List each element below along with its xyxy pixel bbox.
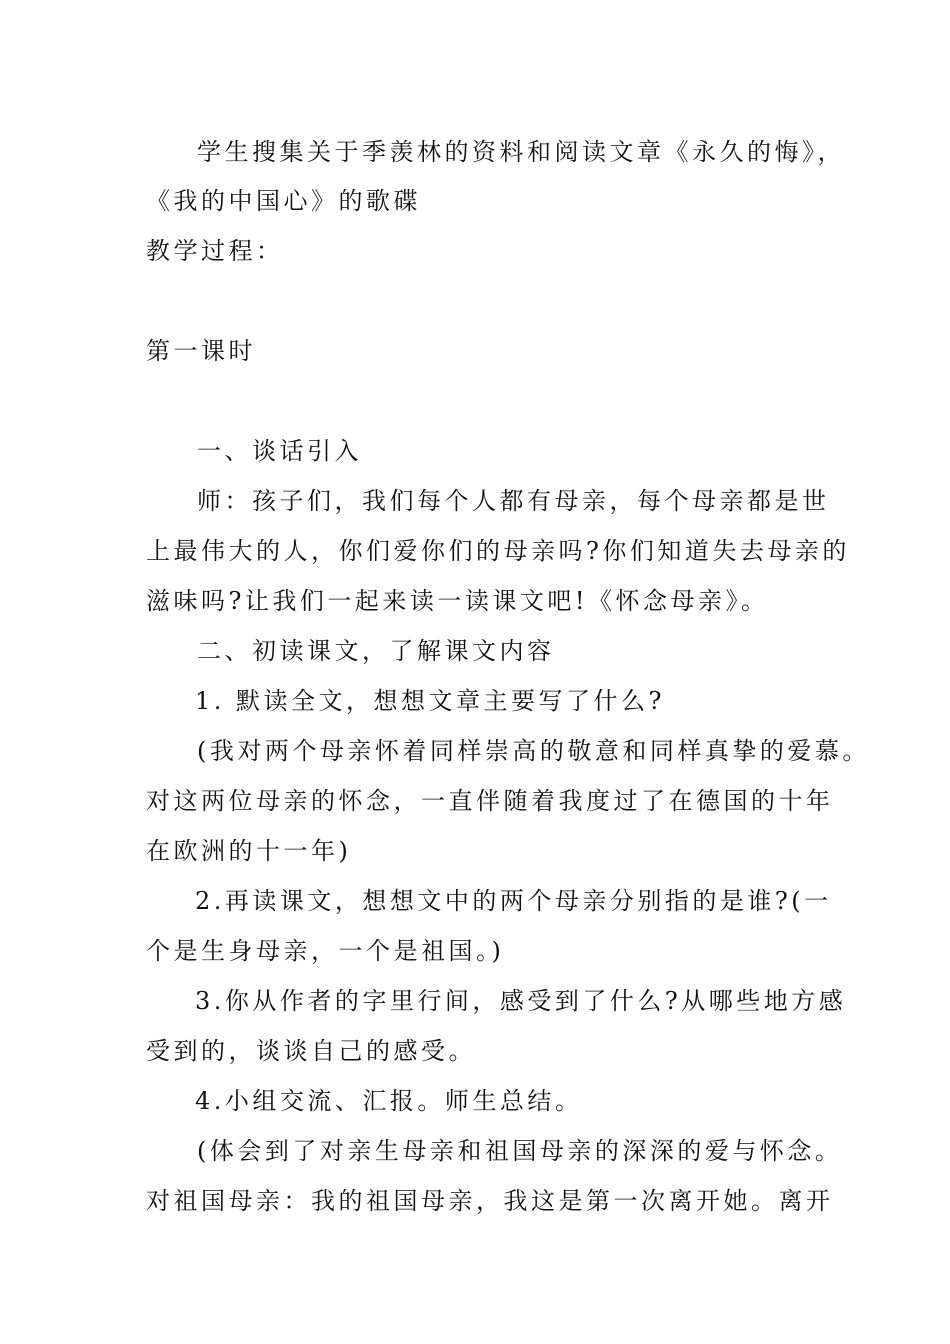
heading-first-lesson: 第一课时 <box>146 337 256 365</box>
list-item-3-line-2: 受到的，谈谈自己的感受。 <box>146 1037 476 1065</box>
paragraph-teacher-line-3: 滋味吗?让我们一起来读一读课文吧!《怀念母亲》。 <box>146 587 769 615</box>
section-heading-introduction: 一、谈话引入 <box>197 437 362 465</box>
answer-1-line-3: 在欧洲的十一年) <box>146 837 352 865</box>
section-heading-first-reading: 二、初读课文，了解课文内容 <box>197 637 555 665</box>
answer-4-line-2: 对祖国母亲：我的祖国母亲，我这是第一次离开她。离开 <box>146 1187 834 1215</box>
list-item-3-line-1: 3.你从作者的字里行间，感受到了什么?从哪些地方感 <box>195 987 847 1015</box>
list-item-1: 1. 默读全文，想想文章主要写了什么? <box>195 687 665 715</box>
list-item-2-line-2: 个是生身母亲，一个是祖国。) <box>146 937 505 965</box>
answer-1-line-1: (我对两个母亲怀着同样崇高的敬意和同样真挚的爱慕。 <box>197 737 870 765</box>
paragraph-preparation-line-1: 学生搜集关于季羡林的资料和阅读文章《永久的悔》， <box>197 138 845 166</box>
list-item-4: 4.小组交流、汇报。师生总结。 <box>195 1087 583 1115</box>
heading-teaching-process: 教学过程： <box>146 237 284 265</box>
paragraph-preparation-line-2: 《我的中国心》的歌碟 <box>146 187 421 215</box>
list-item-2-line-1: 2.再读课文，想想文中的两个母亲分别指的是谁?(一 <box>195 887 832 915</box>
answer-1-line-2: 对这两位母亲的怀念，一直伴随着我度过了在德国的十年 <box>146 787 834 815</box>
paragraph-teacher-line-1: 师：孩子们，我们每个人都有母亲，每个母亲都是世 <box>197 487 830 515</box>
paragraph-teacher-line-2: 上最伟大的人，你们爱你们的母亲吗?你们知道失去母亲的 <box>146 537 850 565</box>
answer-4-line-1: (体会到了对亲生母亲和祖国母亲的深深的爱与怀念。 <box>197 1137 843 1165</box>
